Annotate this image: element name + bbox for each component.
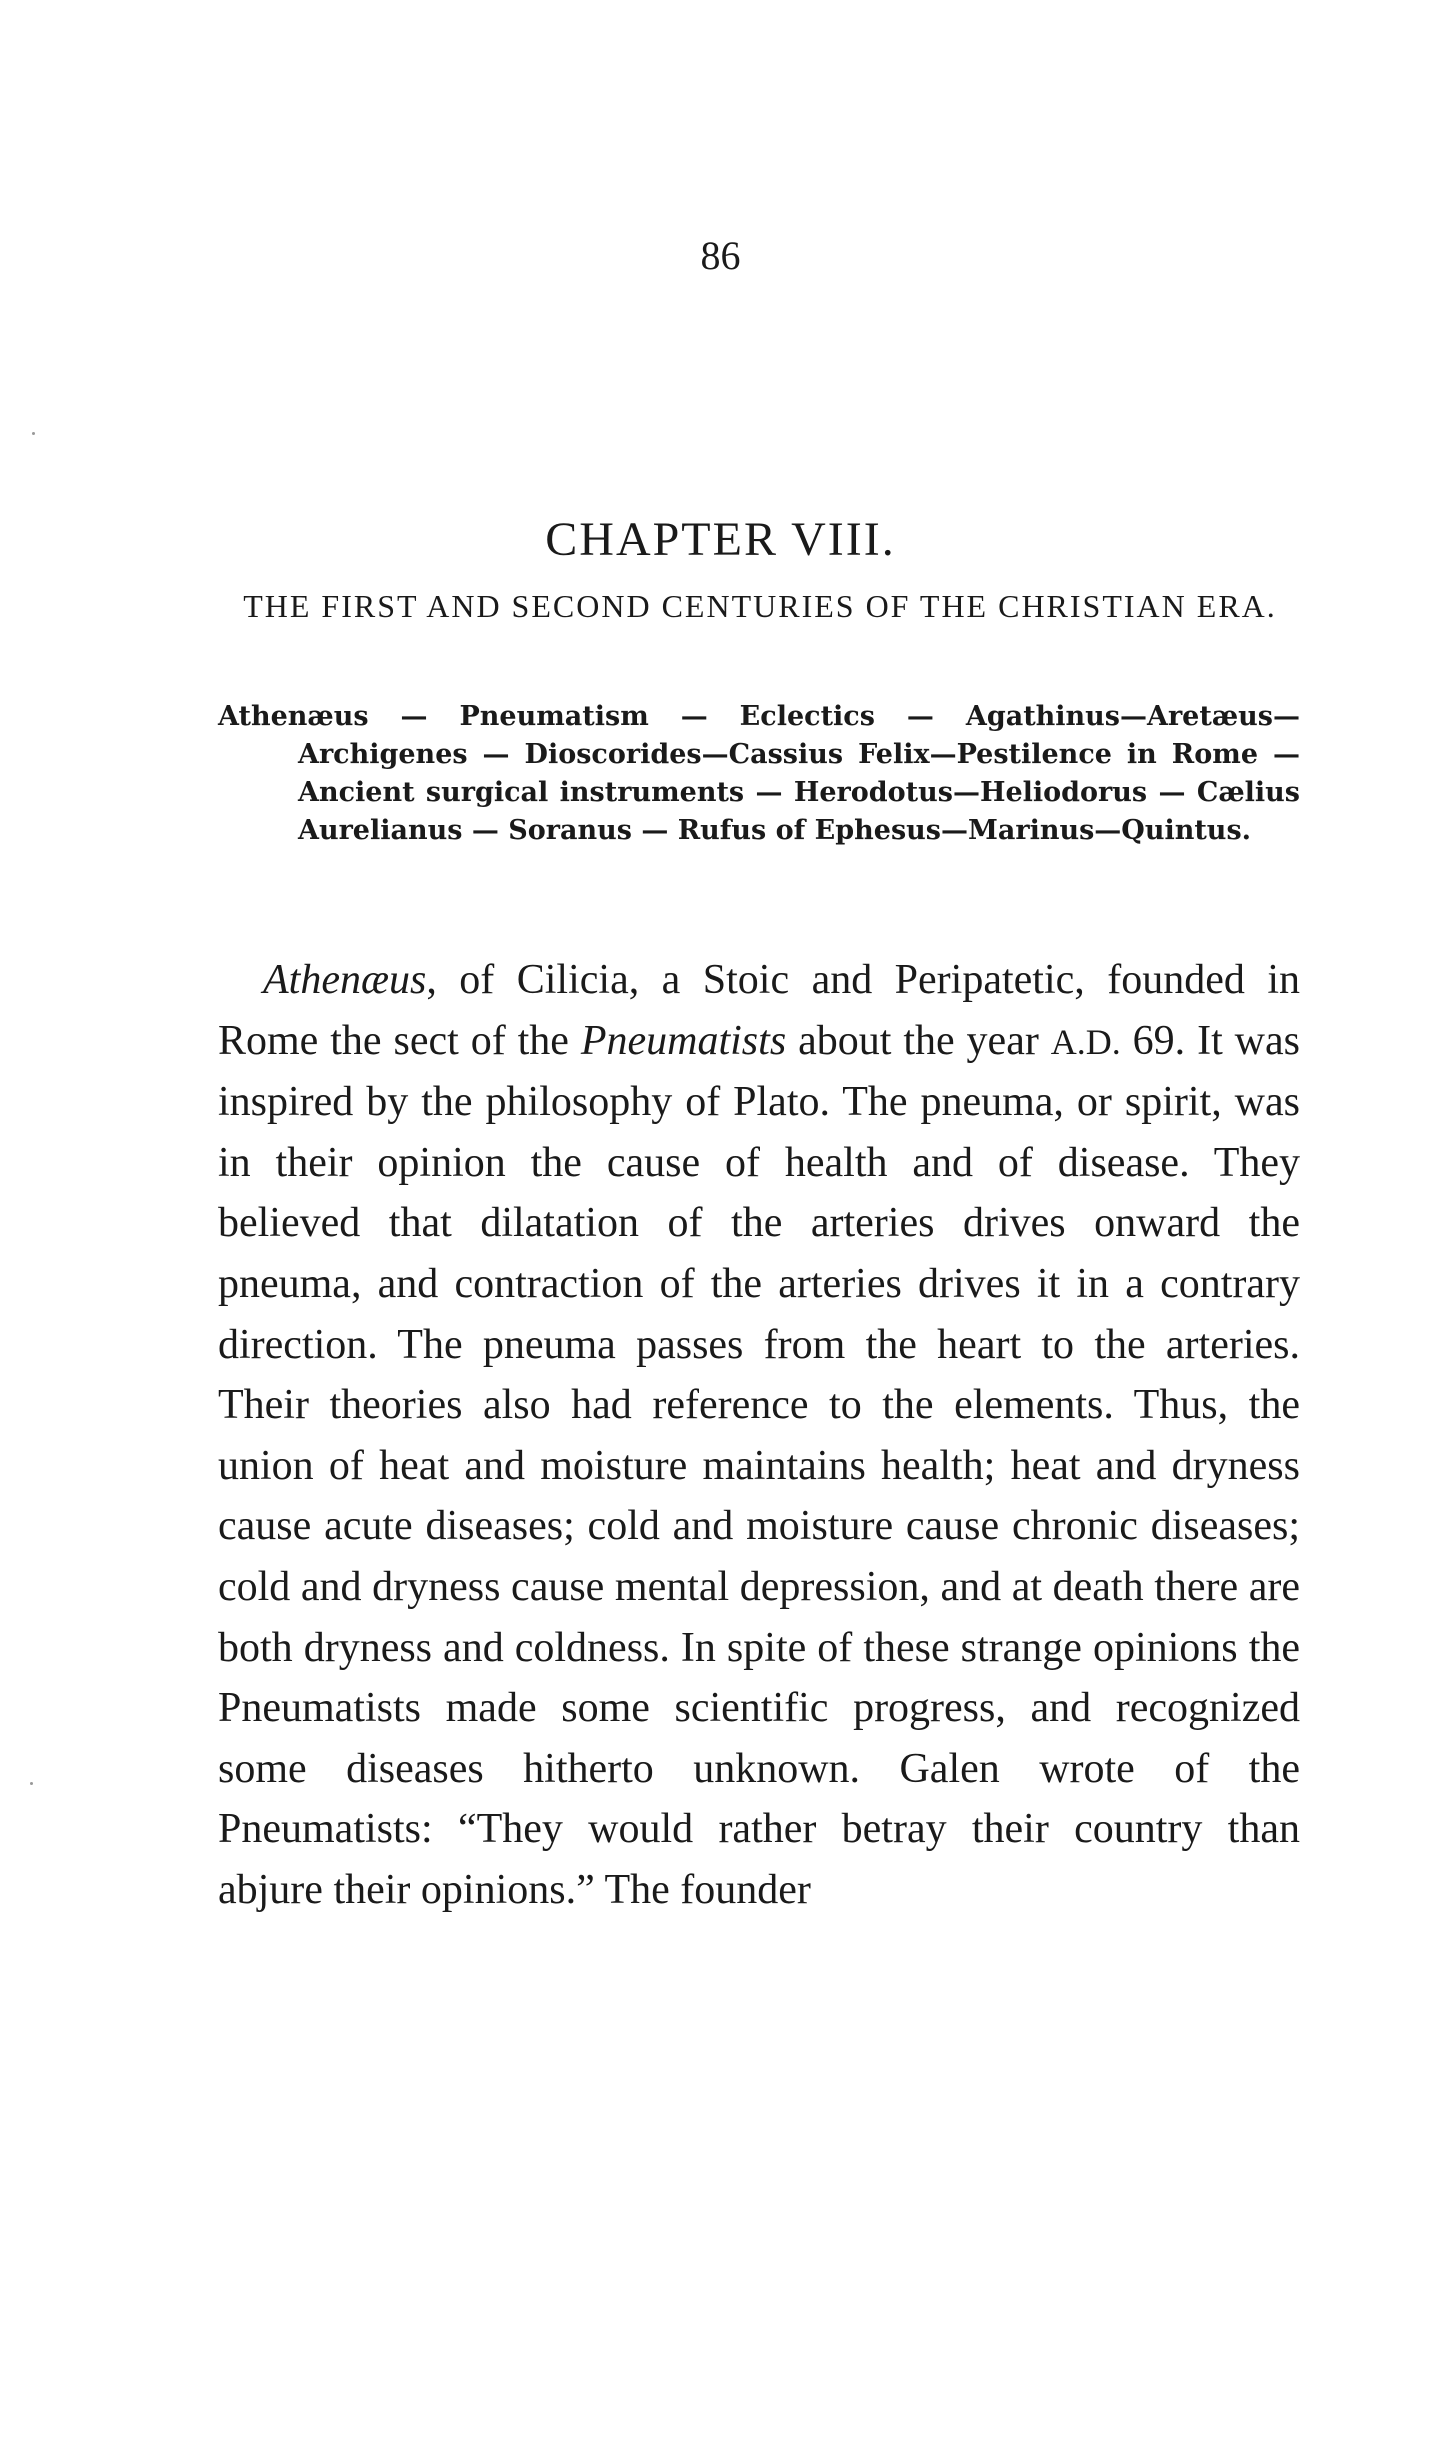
era-abbreviation: A.D. — [1050, 1021, 1121, 1062]
margin-speck — [30, 1782, 33, 1785]
person-name: Athenæus — [263, 957, 427, 1003]
chapter-synopsis: Athenæus — Pneumatism — Eclectics — Agathinus—Aretæus—Archigenes — Dioscorides—Cassius Felix—Pestilence in Rome — Ancient surgical instruments — Herodotus—Heliodorus — Cælius Aurelianus — Soranus — Rufus of Ephesus—Marinus—Quintus. — [218, 701, 1300, 846]
sect-name: Pneumatists — [580, 1017, 787, 1064]
margin-speck — [32, 432, 35, 435]
paragraph-text: 69. It was inspired by the philosophy of Plato. The pneuma, or spirit, was in their opinion the cause of health and of disease. They believed that dilatation of the arteries drives onward the pneuma, and contraction of the arteries drives it in a contrary direction. The pneuma passes from the heart to the arteries. Their theories also had reference to the elements. Thus, the union of heat and moisture maintains health; heat and dryness cause acute diseases; cold and moisture cause chronic diseases; cold and dryness cause mental depression, and at death there are both dryness and coldness. In spite of these strange opinions the Pneumatists made some scientific progress, and recognized some diseases hitherto unknown. Galen wrote of the Pneumatists: “They would rather betray their country than abjure their opinions.” The founder — [218, 1017, 1300, 1913]
chapter-title: CHAPTER VIII. — [545, 513, 896, 566]
page-number: 86 — [700, 233, 741, 278]
paragraph-text: about the year — [786, 1017, 1051, 1064]
chapter-subtitle: THE FIRST AND SECOND CENTURIES OF THE CHRISTIAN ERA. — [243, 588, 1277, 624]
body-paragraph — [218, 950, 1300, 1921]
paragraph-text: , of Cilicia, a Stoic and Peripatetic, founded in Rome the sect of the — [218, 957, 1300, 1064]
